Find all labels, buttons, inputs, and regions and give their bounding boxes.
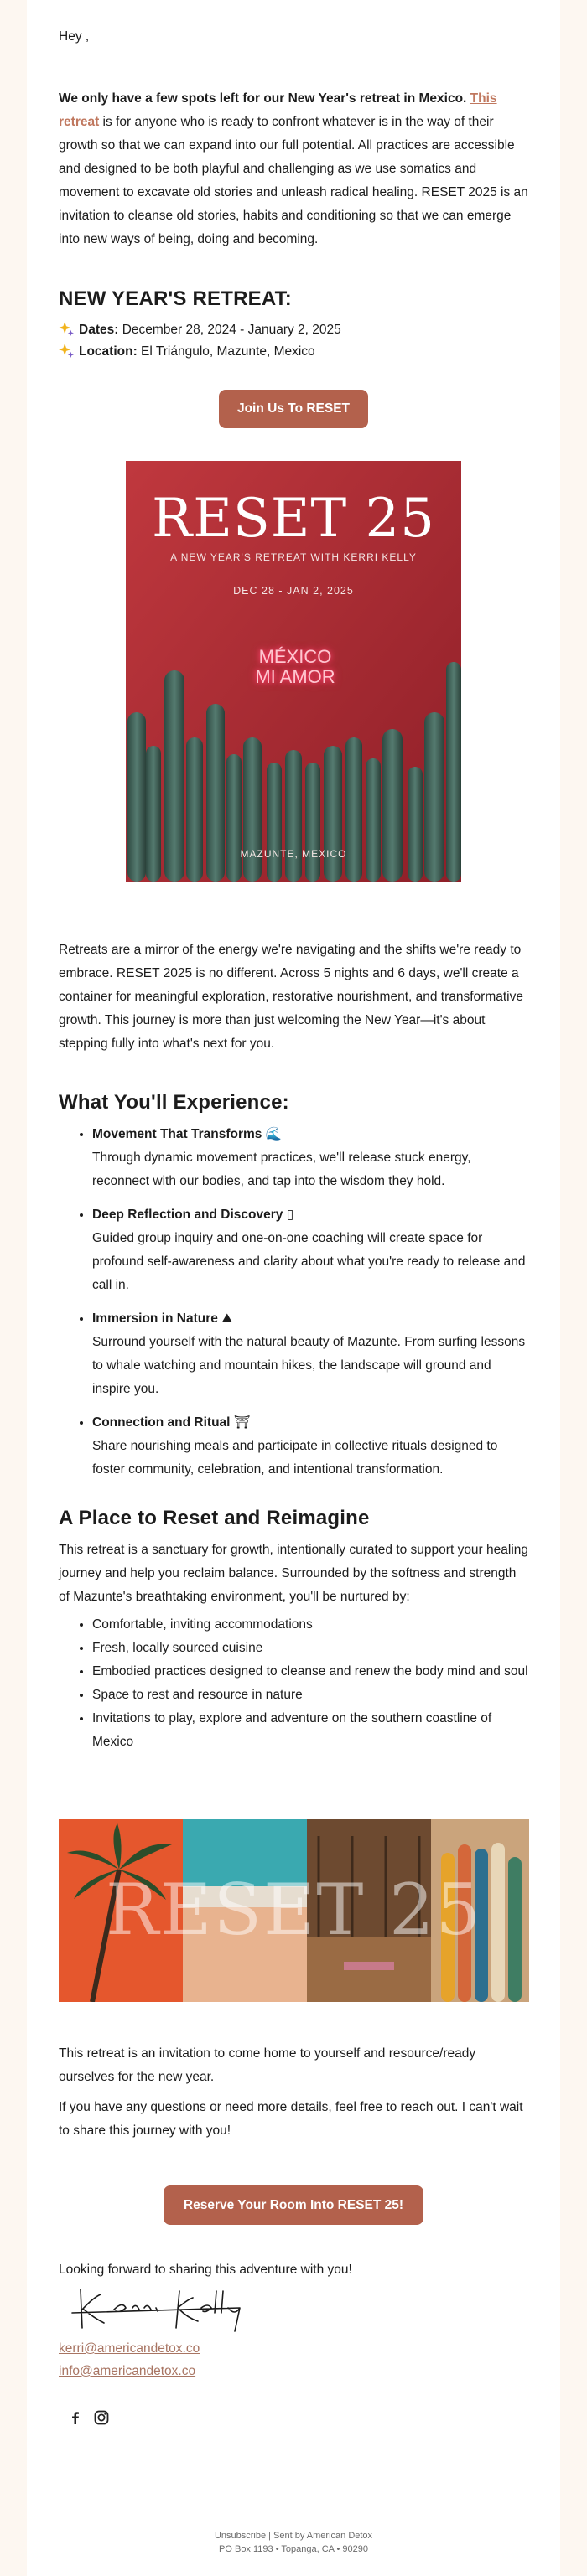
experience-item <box>92 1307 530 1401</box>
experience-item <box>92 1411 530 1482</box>
reserve-room-button[interactable]: Reserve Your Room Into RESET 25! <box>164 2185 423 2225</box>
intro-period: . <box>463 91 470 106</box>
neon-line-2: MI AMOR <box>255 666 335 687</box>
instagram-icon[interactable] <box>93 2409 110 2426</box>
poster-subtitle: A NEW YEAR'S RETREAT WITH KERRI KELLY <box>170 551 417 563</box>
footer-unsubscribe[interactable]: Unsubscribe | Sent by American Detox <box>214 2531 373 2541</box>
facebook-icon[interactable] <box>67 2409 84 2426</box>
experience-list <box>59 1123 530 1492</box>
mountain-icon: ⛰ <box>221 1311 233 1326</box>
footer <box>27 2529 560 2556</box>
experience-item-title: Movement That Transforms <box>92 1127 262 1141</box>
signature <box>64 2279 248 2336</box>
neon-sign <box>238 647 352 687</box>
signoff-text: Looking forward to sharing this adventure with you! <box>59 2263 352 2277</box>
place-list-item: • Space to rest and resource in nature <box>92 1684 530 1707</box>
poster-title: RESET 25 <box>152 488 435 550</box>
dates-line <box>59 318 530 342</box>
place-list-item: • Fresh, locally sourced cuisine <box>92 1637 530 1660</box>
signature-drawing <box>64 2279 248 2336</box>
dates-label: Dates: <box>79 323 119 337</box>
location-label: Location: <box>79 344 138 359</box>
sparkles-icon <box>59 343 74 358</box>
experience-heading: What You'll Experience: <box>59 1091 289 1114</box>
place-paragraph: This retreat is a sanctuary for growth, intentionally curated to support your healing journey and help you reclaim balance. Surrounded by the softness and strength of Mazunte's breathtaking environment, you'll be nurtured by: <box>59 1543 529 1604</box>
email-body <box>27 0 560 2576</box>
experience-item-text: Share nourishing meals and participate in collective rituals designed to foster community, celebration, and intentional transformation. <box>92 1439 498 1477</box>
banner-title: RESET 25 <box>105 1869 483 1951</box>
experience-item-title: Connection and Ritual <box>92 1415 231 1430</box>
retreat-poster[interactable] <box>126 461 461 882</box>
location-value: El Triángulo, Mazunte, Mexico <box>137 344 315 359</box>
intro-rest: is for anyone who is ready to confront whatever is in the way of their growth so that we can expand into our full potential. All practices are accessible and designed to be both playful and challenging as we use somatics and movement to excavate old stories and unleash radical healing. RESET 2025 is an invitation to cleanse old stories, habits and conditioning so that we can emerge into new ways of being, doing and becoming. <box>59 115 528 246</box>
greeting: Hey , <box>59 29 90 44</box>
intro-paragraph <box>59 87 530 251</box>
mirror-paragraph: Retreats are a mirror of the energy we're navigating and the shifts we're ready to embrace. RESET 2025 is no different. Across 5 nights and 6 days, we'll create a container for meaningful exploration, restorative nourishment, and transformative growth. This journey is more than just welcoming the New Year—it's about stepping fully into what's next for you. <box>59 943 523 1051</box>
poster-dates: DEC 28 - JAN 2, 2025 <box>233 585 354 597</box>
retreat-banner[interactable] <box>59 1819 529 2002</box>
placeholder-box-icon: ▯ <box>286 1208 294 1222</box>
closing-paragraph-2: If you have any questions or need more details, feel free to reach out. I can't wait to share this journey with you! <box>59 2100 523 2138</box>
location-line <box>59 340 530 364</box>
retreat-link[interactable]: This retreat <box>59 91 497 129</box>
experience-item <box>92 1123 530 1193</box>
poster-place: MAZUNTE, MEXICO <box>240 848 347 860</box>
sparkles-icon <box>59 321 74 336</box>
footer-address: PO Box 1193 • Topanga, CA • 90290 <box>219 2544 368 2554</box>
email-link-info[interactable]: info@americandetox.co <box>59 2364 196 2378</box>
ritual-icon: ⛩ <box>233 1415 251 1430</box>
dates-value: December 28, 2024 - January 2, 2025 <box>118 323 341 337</box>
neon-line-1: MÉXICO <box>258 646 332 667</box>
retreat-heading: NEW YEAR'S RETREAT: <box>59 287 292 310</box>
place-list-item: • Invitations to play, explore and adventure on the southern coastline of Mexico <box>92 1707 530 1754</box>
wave-icon: 🌊 <box>265 1127 283 1141</box>
experience-item <box>92 1203 530 1297</box>
experience-item-text: Surround yourself with the natural beauty of Mazunte. From surfing lessons to whale watching and mountain hikes, the landscape will ground and inspire you. <box>92 1335 526 1396</box>
place-heading: A Place to Reset and Reimagine <box>59 1507 370 1529</box>
join-reset-button[interactable]: Join Us To RESET <box>219 390 368 428</box>
experience-item-title: Deep Reflection and Discovery <box>92 1208 283 1222</box>
intro-bold: We only have a few spots left for our New Year's retreat in Mexico <box>59 91 464 106</box>
place-list-item: • Comfortable, inviting accommodations <box>92 1613 530 1637</box>
experience-item-text: Through dynamic movement practices, we'll release stuck energy, reconnect with our bodies, and tap into the wisdom they hold. <box>92 1151 471 1188</box>
experience-item-text: Guided group inquiry and one-on-one coaching will create space for profound self-awareness and clarity about what you're ready to release and call in. <box>92 1231 526 1292</box>
email-link-kerri[interactable]: kerri@americandetox.co <box>59 2341 200 2356</box>
place-list-item: • Embodied practices designed to cleanse and renew the body mind and soul <box>92 1660 530 1684</box>
closing-paragraph-1: This retreat is an invitation to come home to yourself and resource/ready ourselves for the new year. <box>59 2046 476 2084</box>
experience-item-title: Immersion in Nature <box>92 1311 218 1326</box>
place-list <box>59 1613 530 1754</box>
